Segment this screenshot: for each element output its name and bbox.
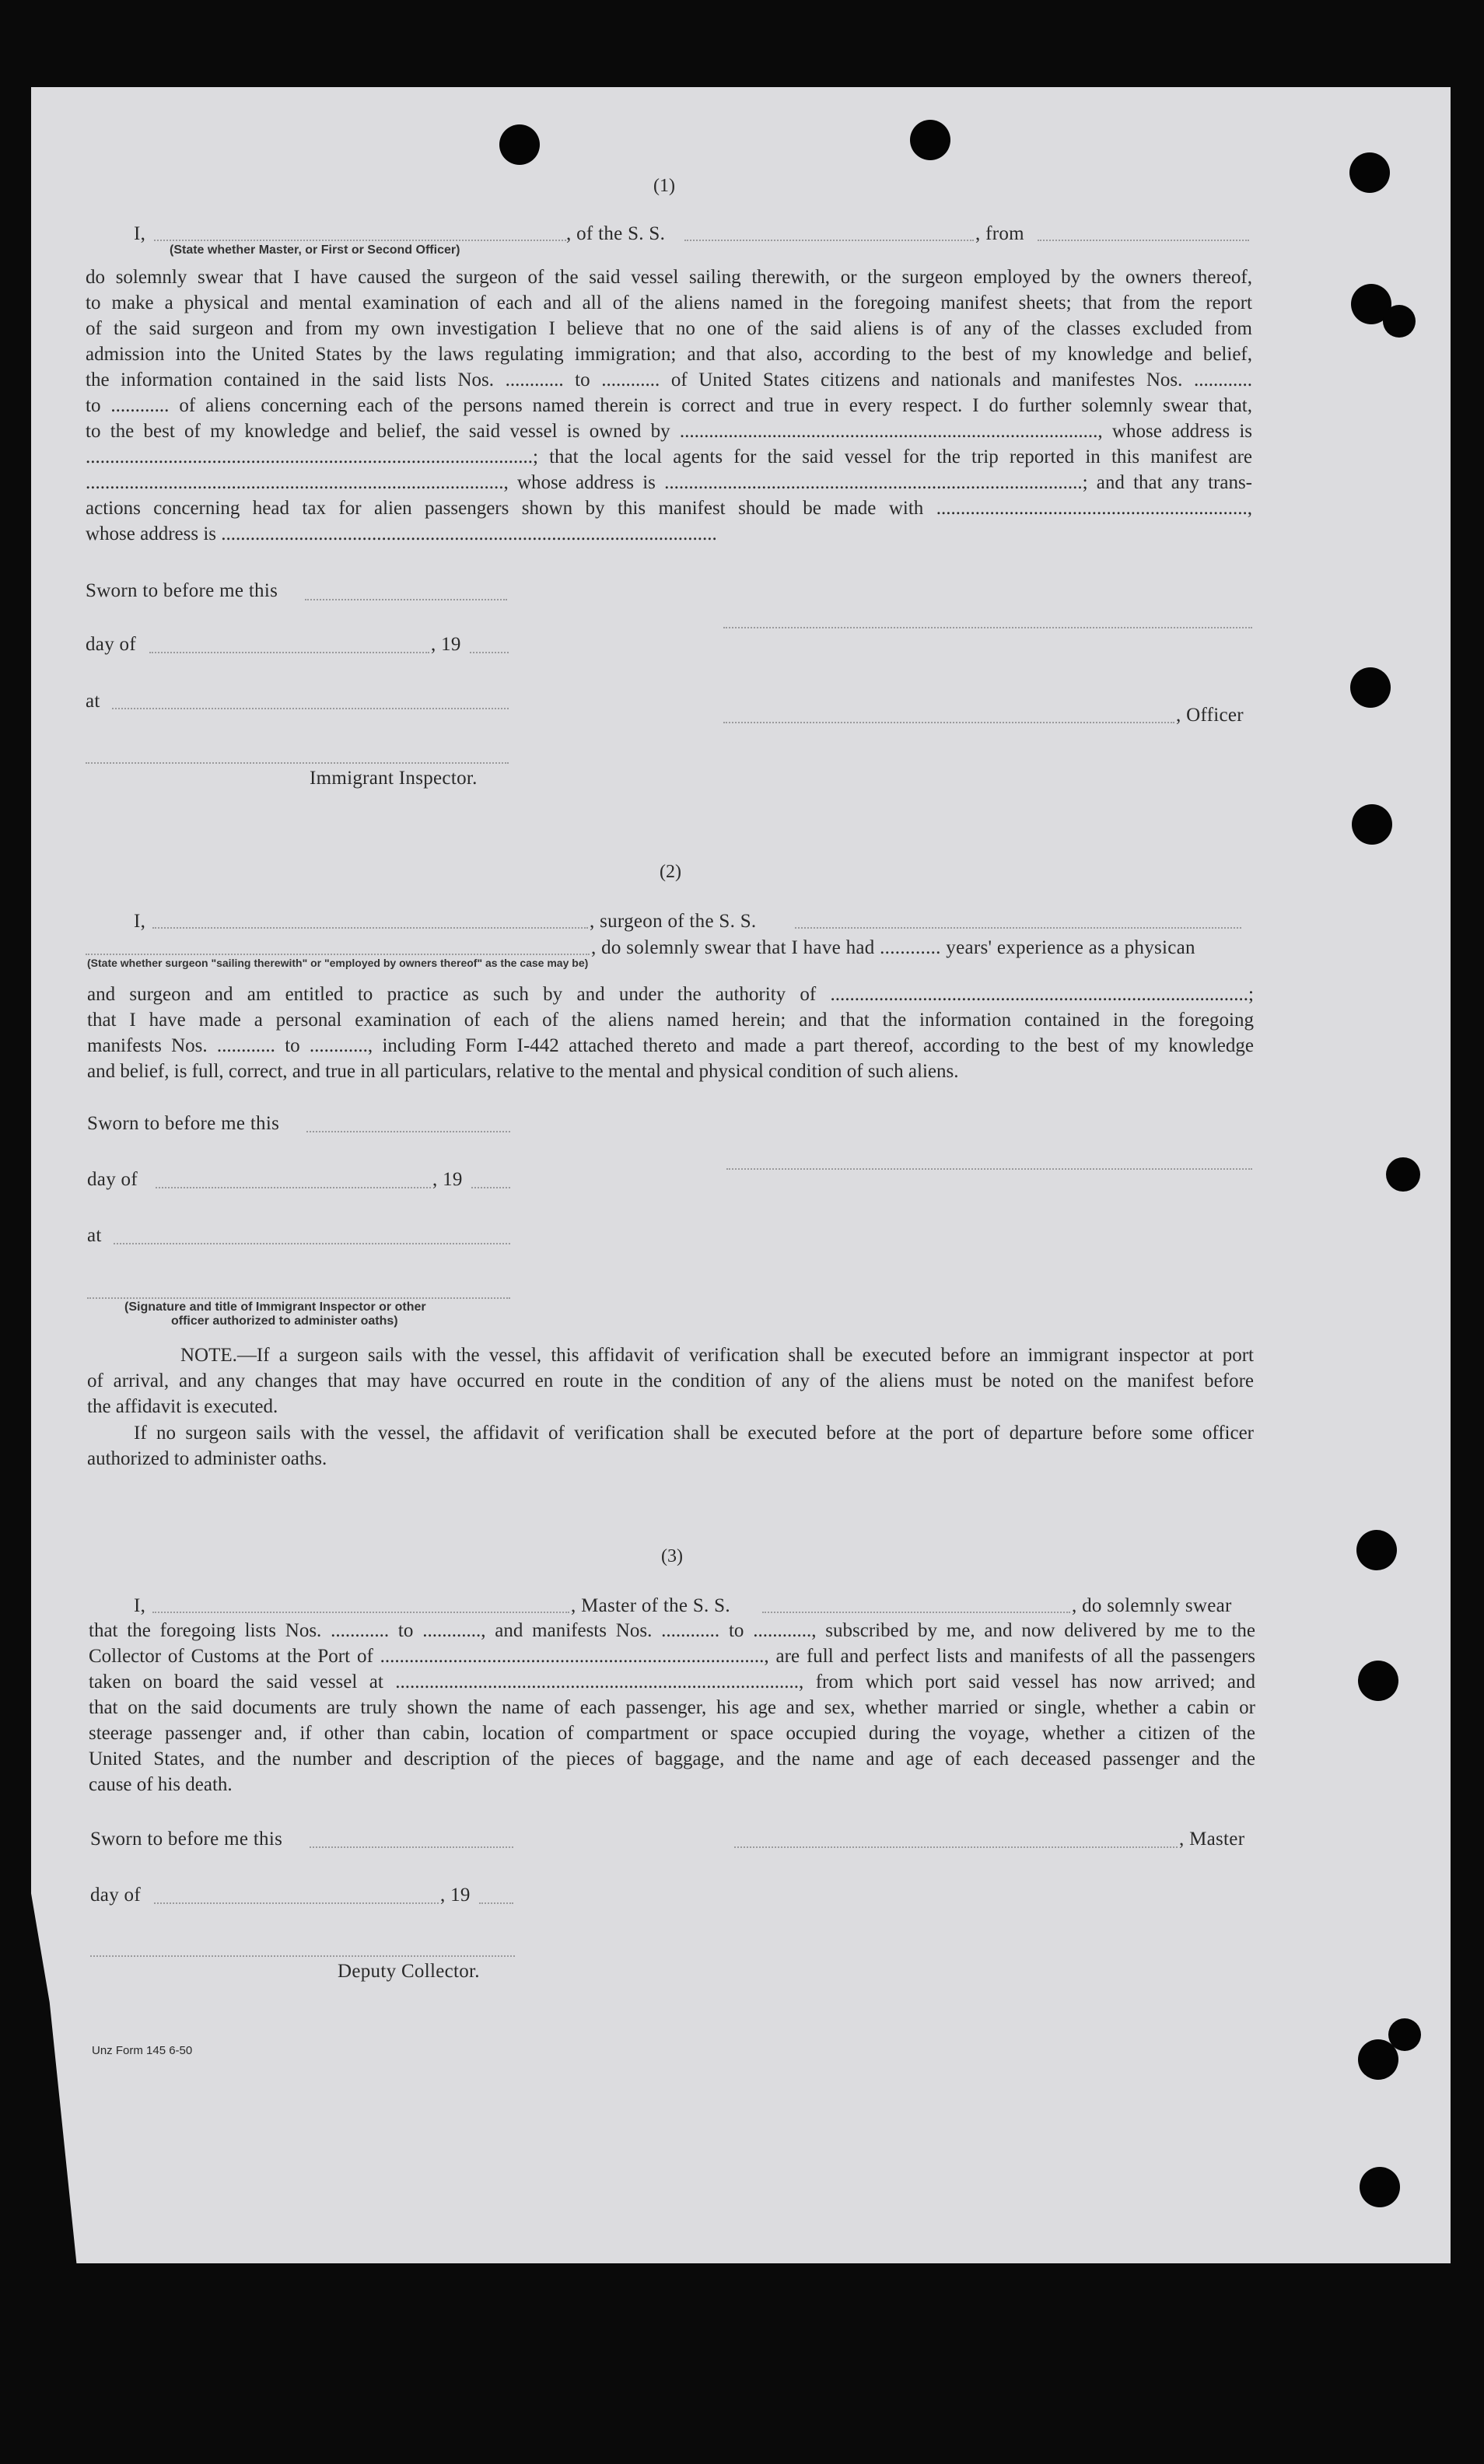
s2-day-blank[interactable] (156, 1187, 431, 1188)
s3-vessel-blank[interactable] (762, 1612, 1070, 1613)
s1-day-blank[interactable] (149, 652, 429, 653)
s2-line1-surgeon: , surgeon of the S. S. (590, 911, 757, 932)
s1-signature-line-1[interactable] (723, 627, 1252, 628)
punch-hole (1383, 305, 1416, 338)
s1-line1-of-ss: , of the S. S. (566, 223, 666, 244)
punch-hole (1386, 1157, 1420, 1192)
s2-sworn-blank[interactable] (306, 1131, 510, 1132)
s2-body: and surgeon and am entitled to practice as such by and under the authority of ......................................................................................; that I have made a personal examination of each of the aliens named herein; and that the information contained in the foregoing manifests Nos. ............ to ............, including Form I-442 attached thereto and made a part thereof, according to the best of my knowledge and belief, is full, correct, and true in all particulars, relative to the mental and physical condition of such aliens. (87, 984, 1254, 1082)
s1-officer: , Officer (1176, 705, 1244, 726)
s2-at: at (87, 1225, 102, 1246)
section-2-number: (2) (660, 862, 681, 882)
punch-hole (499, 124, 540, 165)
punch-hole (1358, 2039, 1398, 2080)
s3-body: that the foregoing lists Nos. ............ to ............, and manifests Nos. ............ to ............, subscribed by me, and now delivered by me to the Collector of Customs at the Port of ..............................................................................., are full and perfect lists and manifests of all the passengers taken on board the said vessel at ..................................................................................., from which port said vessel has now arrived; and that on the said documents are truly shown the name of each passenger, his age and sex, whether married or single, whether a cabin or steerage passenger and, if other than cabin, location of compartment or space occupied during the voyage, whether a citizen of the United States, and the number and description of the pieces of baggage, and the name and age of each deceased passenger and the cause of his death. (89, 1620, 1255, 1795)
s3-sworn: Sworn to before me this (90, 1829, 283, 1850)
s2-note-1: NOTE.—If a surgeon sails with the vessel, this affidavit of verification shall be executed before an immigrant inspector at port of arrival, and any changes that may have occurred en route in the condition of any of the aliens must be noted on the manifest before the affidavit is executed. (87, 1345, 1254, 1417)
s3-master: , Master (1179, 1829, 1245, 1850)
s3-name-blank[interactable] (152, 1612, 569, 1613)
s2-line2: , do solemnly swear that I have had ............ years' experience as a physican (591, 937, 1195, 958)
s2-signature-line[interactable] (726, 1168, 1252, 1170)
s1-line1-from: , from (975, 223, 1024, 244)
s1-year-blank[interactable] (470, 652, 509, 653)
s3-line1-i: I, (134, 1595, 146, 1616)
s1-at: at (86, 691, 100, 712)
s2-vessel-blank[interactable] (795, 927, 1241, 929)
form-number: Unz Form 145 6-50 (92, 2044, 193, 2057)
s3-master-blank[interactable] (734, 1846, 1178, 1848)
s1-inspector: Immigrant Inspector. (310, 768, 478, 789)
s3-year-blank[interactable] (479, 1902, 513, 1904)
punch-hole (1358, 1661, 1398, 1701)
s3-deputy: Deputy Collector. (338, 1961, 480, 1982)
s2-year: , 19 (432, 1169, 463, 1190)
section-3-number: (3) (661, 1546, 683, 1566)
s1-name-blank[interactable] (154, 240, 566, 241)
s3-year: , 19 (440, 1885, 471, 1906)
s1-from-blank[interactable] (1038, 240, 1249, 241)
punch-hole (1350, 667, 1391, 708)
s1-at-blank[interactable] (112, 708, 509, 709)
section-1-number: (1) (653, 176, 675, 196)
punch-hole (1352, 804, 1392, 845)
s2-line1-i: I, (134, 911, 146, 932)
s2-sworn: Sworn to before me this (87, 1113, 280, 1134)
punch-hole (1349, 152, 1390, 193)
punch-hole (1356, 1530, 1397, 1570)
s1-year: , 19 (431, 634, 461, 655)
s2-sig-note-1: (Signature and title of Immigrant Inspector or other (124, 1300, 426, 1314)
s1-sworn-blank[interactable] (305, 599, 507, 600)
punch-hole (910, 120, 950, 160)
s2-day-of: day of (87, 1169, 138, 1190)
s1-sworn: Sworn to before me this (86, 580, 278, 601)
s3-line1-master: , Master of the S. S. (571, 1595, 730, 1616)
s2-surgeon-type-blank[interactable] (86, 954, 590, 955)
punch-hole (1360, 2167, 1400, 2207)
s1-inspector-blank[interactable] (86, 762, 509, 764)
s2-sig-note-2: officer authorized to administer oaths) (171, 1314, 398, 1328)
s2-name-blank[interactable] (152, 927, 588, 929)
s1-line1-i: I, (134, 223, 146, 244)
s1-vessel-blank[interactable] (684, 240, 974, 241)
s2-year-blank[interactable] (471, 1187, 510, 1188)
s3-day-of: day of (90, 1885, 141, 1906)
s3-deputy-blank[interactable] (90, 1955, 515, 1957)
s3-line1-swear: , do solemnly swear (1072, 1595, 1232, 1616)
s1-officer-note: (State whether Master, or First or Second Officer) (170, 243, 460, 257)
s1-day-of: day of (86, 634, 136, 655)
s2-at-blank[interactable] (114, 1243, 510, 1244)
s2-inspector-blank[interactable] (87, 1297, 510, 1299)
s2-surgeon-note: (State whether surgeon "sailing therewith" or "employed by owners thereof" as the case may be) (87, 957, 589, 969)
s1-body: do solemnly swear that I have caused the surgeon of the said vessel sailing therewith, or the surgeon employed by the owners thereof, to make a physical and mental examination of each and all of the aliens named in the foregoing manifest sheets; that from the report of the said surgeon and from my own investigation I believe that no one of the said aliens is of any of the classes excluded from admission into the United States by the laws regulating immigration; and that also, according to the best of my knowledge and belief, the information contained in the said lists Nos. ............ to ............ of United States citizens and nationals and manifestes Nos. ............ to ............ of aliens concerning each of the persons named therein is correct and true in every respect. I do further solemnly swear that, to the best of my knowledge and belief, the said vessel is owned by ......................................................................................, whose address is ............................................................................................; that the local agents for the said vessel for the trip reported in this manifest are ......................................................................................, whose address is ......................................................................................; and that any trans- actions concerning head tax for alien passengers shown by this manifest should be made with ................................................................, whose address is ...................................................................................................... (86, 267, 1252, 544)
s2-note-2: If no surgeon sails with the vessel, the affidavit of verification shall be executed before at the port of departure before some officer authorized to administer oaths. (87, 1423, 1254, 1469)
s3-day-blank[interactable] (154, 1902, 439, 1904)
s3-sworn-blank[interactable] (310, 1846, 513, 1848)
s1-officer-blank[interactable] (723, 722, 1174, 723)
